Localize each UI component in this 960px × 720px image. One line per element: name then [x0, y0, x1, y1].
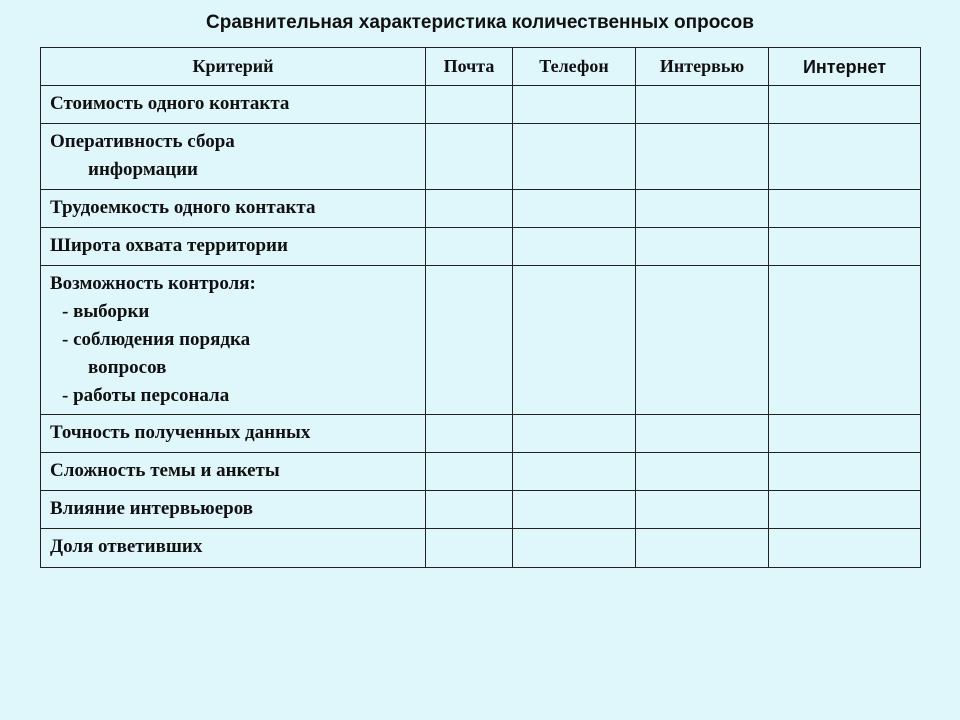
header-row — [41, 48, 921, 86]
mail-cell — [426, 86, 513, 124]
mail-cell — [426, 491, 513, 529]
table-row — [41, 86, 921, 124]
mail-cell — [426, 190, 513, 228]
table-row — [41, 266, 921, 415]
criterion-text: Стоимость одного контакта — [50, 93, 290, 114]
mail-cell — [426, 529, 513, 568]
header-internet: Интернет — [769, 48, 921, 86]
criterion-text: Возможность контроля: — [50, 273, 256, 294]
internet-cell — [769, 415, 921, 453]
table-row — [41, 228, 921, 266]
internet-cell — [769, 491, 921, 529]
criterion-cell — [41, 529, 426, 568]
phone-cell — [513, 491, 636, 529]
interview-cell — [636, 491, 769, 529]
criterion-text: - выборки — [62, 301, 150, 322]
phone-cell — [513, 266, 636, 415]
mail-cell — [426, 415, 513, 453]
interview-cell — [636, 124, 769, 190]
phone-cell — [513, 86, 636, 124]
criterion-cell — [41, 491, 426, 529]
interview-cell — [636, 266, 769, 415]
criterion-cell — [41, 190, 426, 228]
criterion-text: Трудоемкость одного контакта — [50, 197, 316, 218]
criterion-cell — [41, 415, 426, 453]
criterion-cell — [41, 266, 426, 415]
interview-cell — [636, 86, 769, 124]
criterion-text: - работы персонала — [62, 385, 230, 406]
criterion-text: Оперативность сбора — [50, 131, 235, 152]
criterion-cell — [41, 86, 426, 124]
criterion-cell — [41, 453, 426, 491]
criterion-cell — [41, 228, 426, 266]
phone-cell — [513, 124, 636, 190]
criterion-text: вопросов — [88, 357, 167, 378]
phone-cell — [513, 415, 636, 453]
internet-cell — [769, 228, 921, 266]
criterion-cell — [41, 124, 426, 190]
comparison-table — [40, 47, 921, 568]
phone-cell — [513, 529, 636, 568]
table-row — [41, 453, 921, 491]
mail-cell — [426, 266, 513, 415]
criterion-text: Широта охвата территории — [50, 235, 288, 256]
interview-cell — [636, 415, 769, 453]
interview-cell — [636, 190, 769, 228]
interview-cell — [636, 453, 769, 491]
interview-cell — [636, 529, 769, 568]
internet-cell — [769, 266, 921, 415]
table-row — [41, 491, 921, 529]
table-row — [41, 415, 921, 453]
criterion-text: - соблюдения порядка — [62, 329, 251, 350]
criterion-text: Сложность темы и анкеты — [50, 460, 280, 481]
mail-cell — [426, 453, 513, 491]
phone-cell — [513, 190, 636, 228]
header-interview: Интервью — [636, 48, 769, 86]
header-mail: Почта — [426, 48, 513, 86]
mail-cell — [426, 228, 513, 266]
internet-cell — [769, 529, 921, 568]
internet-cell — [769, 124, 921, 190]
internet-cell — [769, 453, 921, 491]
internet-cell — [769, 190, 921, 228]
header-criterion: Критерий — [41, 48, 426, 86]
criterion-text: Доля ответивших — [50, 536, 203, 557]
mail-cell — [426, 124, 513, 190]
table-row — [41, 190, 921, 228]
criterion-text: информации — [88, 159, 198, 180]
header-phone: Телефон — [513, 48, 636, 86]
interview-cell — [636, 228, 769, 266]
table-row — [41, 124, 921, 190]
page-title: Сравнительная характеристика количественных опросов — [206, 12, 754, 33]
table-row — [41, 529, 921, 568]
phone-cell — [513, 453, 636, 491]
criterion-text: Влияние интервьюеров — [50, 498, 253, 519]
criterion-text: Точность полученных данных — [50, 422, 311, 443]
internet-cell — [769, 86, 921, 124]
phone-cell — [513, 228, 636, 266]
